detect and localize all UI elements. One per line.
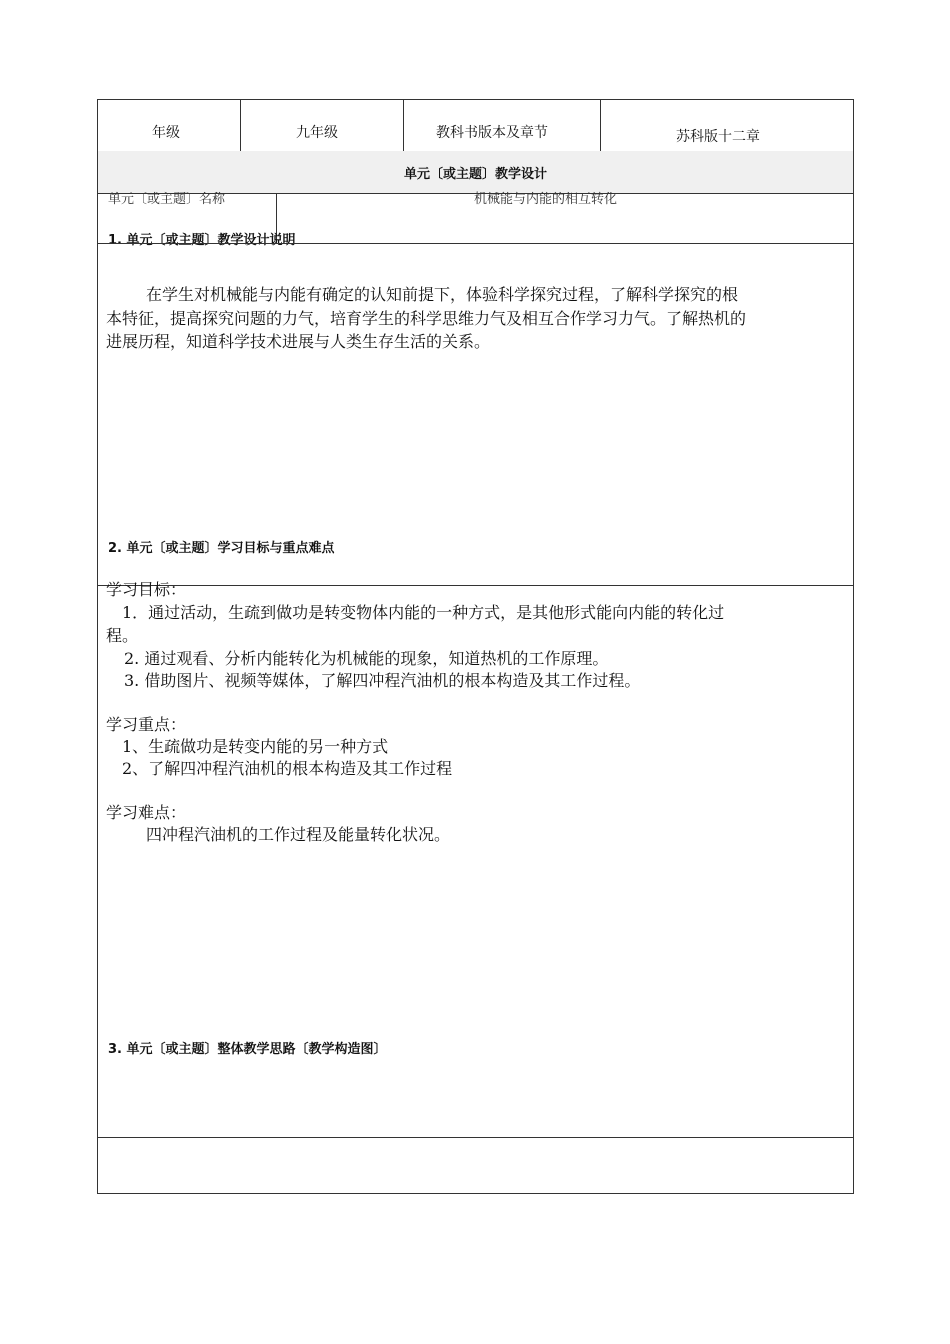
divider	[240, 100, 241, 151]
goal-item: 程。	[106, 626, 139, 645]
difficulty-text: 四冲程汽油机的工作过程及能量转化状况。	[146, 825, 451, 844]
divider	[98, 1137, 853, 1138]
key-label: 学习重点：	[106, 715, 187, 734]
section1-paragraph-line: 本特征，提高探究问题的力气，培育学生的科学思维力气及相互合作学习力气。了解热机的	[106, 309, 747, 328]
section3-title: 3. 单元〔或主题〕整体教学思路〔教学构造图〕	[108, 1042, 387, 1057]
textbook-value: 苏科版十二章	[676, 129, 760, 145]
key-point: 2、了解四冲程汽油机的根本构造及其工作过程	[122, 759, 453, 778]
lesson-plan-table	[97, 99, 854, 1194]
grade-label: 年级	[152, 125, 180, 141]
goal-item: 2. 通过观看、分析内能转化为机械能的现象，知道热机的工作原理。	[124, 649, 609, 668]
goals-label: 学习目标：	[106, 580, 187, 599]
divider	[98, 243, 853, 244]
textbook-label: 教科书版本及章节	[436, 125, 548, 141]
divider	[403, 100, 404, 151]
section1-paragraph-line: 在学生对机械能与内能有确定的认知前提下，体验科学探究过程，了解科学探究的根	[146, 285, 739, 304]
section2-title: 2. 单元〔或主题〕学习目标与重点难点	[108, 541, 335, 556]
design-title: 单元〔或主题〕教学设计	[403, 167, 547, 182]
divider	[98, 585, 853, 586]
goal-item: 1．通过活动，生疏到做功是转变物体内能的一种方式，是其他形式能向内能的转化过	[122, 603, 725, 622]
unit-name-label: 单元〔或主题〕名称	[108, 192, 226, 207]
key-point: 1、生疏做功是转变内能的另一种方式	[122, 737, 389, 756]
grade-value: 九年级	[296, 125, 338, 141]
goal-item: 3. 借助图片、视频等媒体，了解四冲程汽油机的根本构造及其工作过程。	[124, 671, 641, 690]
unit-name-value: 机械能与内能的相互转化	[474, 192, 618, 207]
section1-title: 1. 单元〔或主题〕教学设计说明	[108, 233, 296, 248]
divider	[600, 100, 601, 151]
difficulty-label: 学习难点：	[106, 803, 187, 822]
section1-paragraph-line: 进展历程，知道科学技术进展与人类生存生活的关系。	[106, 332, 491, 351]
